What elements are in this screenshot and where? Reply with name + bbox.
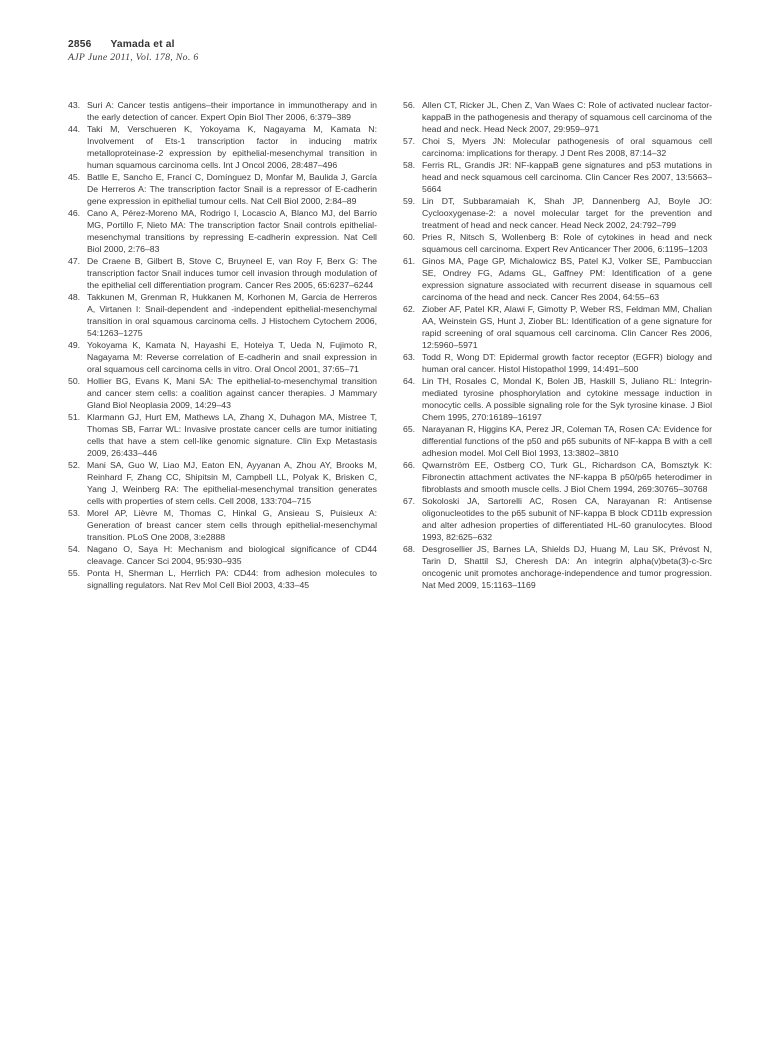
running-head: Yamada et al <box>110 39 175 50</box>
reference-text: Takkunen M, Grenman R, Hukkanen M, Korhonen M, Garcia de Herreros A, Virtanen I: Snail-dependent and -independent epithelial-mesenchymal transition in oral squamous carcinoma cells. J Histochem Cytochem 2006, 54:1263–1275 <box>87 292 377 338</box>
page-header <box>68 39 199 63</box>
reference-item <box>68 543 377 567</box>
reference-item <box>403 195 712 231</box>
reference-number: 51. <box>68 412 81 422</box>
reference-text: Ginos MA, Page GP, Michalowicz BS, Patel KJ, Volker SE, Pambuccian SE, Ondrey FG, Adams GL, Gaffney PM: Identification of a gene expression signature associated with recurrent disease in squamous cell carcinoma of the head and neck. Cancer Res 2004, 64:55–63 <box>422 256 712 302</box>
reference-item <box>68 99 377 123</box>
reference-text: Qwarnström EE, Ostberg CO, Turk GL, Richardson CA, Bomsztyk K: Fibronectin attachment activates the NF-kappa B p50/p65 heterodimer in fibroblasts and smooth muscle cells. J Biol Chem 1994, 269:30765–30768 <box>422 460 712 494</box>
reference-text: Cano A, Pérez-Moreno MA, Rodrigo I, Locascio A, Blanco MJ, del Barrio MG, Portillo F, Nieto MA: The transcription factor Snail controls epithelial-mesenchymal transitions by repressing E-cadherin expression. Nat Cell Biol 2000, 2:76–83 <box>87 208 377 254</box>
reference-number: 61. <box>403 256 416 266</box>
reference-number: 44. <box>68 124 81 134</box>
reference-number: 46. <box>68 208 81 218</box>
reference-item <box>68 123 377 171</box>
reference-item <box>403 459 712 495</box>
reference-item <box>403 423 712 459</box>
reference-text: Ferris RL, Grandis JR: NF-kappaB gene signatures and p53 mutations in head and neck squamous cell carcinoma. Clin Cancer Res 2007, 13:5663–5664 <box>422 160 712 194</box>
reference-item <box>68 507 377 543</box>
page-number: 2856 <box>68 39 92 50</box>
reference-text: Morel AP, Lièvre M, Thomas C, Hinkal G, Ansieau S, Puisieux A: Generation of breast cancer stem cells through epithelial-mesenchymal transition. PLoS One 2008, 3:e2888 <box>87 508 377 542</box>
reference-text: Ponta H, Sherman L, Herrlich PA: CD44: from adhesion molecules to signalling regulators. Nat Rev Mol Cell Biol 2003, 4:33–45 <box>87 568 377 590</box>
references-column-left <box>68 99 377 591</box>
reference-text: Yokoyama K, Kamata N, Hayashi E, Hoteiya T, Ueda N, Fujimoto R, Nagayama M: Reverse correlation of E-cadherin and snail expression in oral squamous cell carcinoma cells in vitro. Oral Oncol 2001, 37:65–71 <box>87 340 377 374</box>
reference-number: 45. <box>68 172 81 182</box>
reference-number: 53. <box>68 508 81 518</box>
reference-item <box>403 255 712 303</box>
reference-text: Batlle E, Sancho E, Francí C, Domínguez D, Monfar M, Baulida J, García De Herreros A: The transcription factor Snail is a repressor of E-cadherin gene expression in epithelial tumour cells. Nat Cell Biol 2000, 2:84–89 <box>87 172 377 206</box>
reference-text: Ziober AF, Patel KR, Alawi F, Gimotty P, Weber RS, Feldman MM, Chalian AA, Weinstein GS, Hunt J, Ziober BL: Identification of a gene signature for rapid screening of oral squamous cell carcinoma. Clin Cancer Res 2006, 12:5960–5971 <box>422 304 712 350</box>
references-section <box>68 99 712 591</box>
reference-text: Lin TH, Rosales C, Mondal K, Bolen JB, Haskill S, Juliano RL: Integrin-mediated tyrosine phosphorylation and cytokine message induction in monocytic cells. A possible signaling role for the Syk tyrosine kinase. J Biol Chem 1995, 270:16189–16197 <box>422 376 712 422</box>
reference-number: 56. <box>403 100 416 110</box>
reference-number: 48. <box>68 292 81 302</box>
reference-item <box>403 99 712 135</box>
reference-item <box>68 375 377 411</box>
journal-citation: AJP June 2011, Vol. 178, No. 6 <box>68 51 199 63</box>
reference-number: 58. <box>403 160 416 170</box>
reference-item <box>68 459 377 507</box>
reference-number: 47. <box>68 256 81 266</box>
reference-item <box>403 375 712 423</box>
reference-item <box>68 171 377 207</box>
reference-number: 65. <box>403 424 416 434</box>
reference-item <box>68 207 377 255</box>
reference-text: Todd R, Wong DT: Epidermal growth factor receptor (EGFR) biology and human oral cancer. Histol Histopathol 1999, 14:491–500 <box>422 352 712 374</box>
reference-number: 50. <box>68 376 81 386</box>
reference-number: 43. <box>68 100 81 110</box>
reference-text: Pries R, Nitsch S, Wollenberg B: Role of cytokines in head and neck squamous cell carcinoma. Expert Rev Anticancer Ther 2006, 6:1195–1203 <box>422 232 712 254</box>
reference-number: 63. <box>403 352 416 362</box>
reference-item <box>403 231 712 255</box>
reference-number: 49. <box>68 340 81 350</box>
reference-number: 67. <box>403 496 416 506</box>
reference-text: De Craene B, Gilbert B, Stove C, Bruyneel E, van Roy F, Berx G: The transcription factor Snail induces tumor cell invasion through modulation of the epithelial cell differentiation program. Cancer Res 2005, 65:6237–6244 <box>87 256 377 290</box>
reference-text: Suri A: Cancer testis antigens–their importance in immunotherapy and in the early detection of cancer. Expert Opin Biol Ther 2006, 6:379–389 <box>87 100 377 122</box>
running-head-line <box>68 39 199 50</box>
reference-item <box>403 543 712 591</box>
reference-item <box>68 255 377 291</box>
reference-item <box>403 159 712 195</box>
reference-number: 60. <box>403 232 416 242</box>
reference-text: Choi S, Myers JN: Molecular pathogenesis of oral squamous cell carcinoma: implications for therapy. J Dent Res 2008, 87:14–32 <box>422 136 712 158</box>
reference-number: 52. <box>68 460 81 470</box>
reference-number: 62. <box>403 304 416 314</box>
reference-number: 57. <box>403 136 416 146</box>
reference-item <box>403 135 712 159</box>
reference-text: Mani SA, Guo W, Liao MJ, Eaton EN, Ayyanan A, Zhou AY, Brooks M, Reinhard F, Zhang CC, Shipitsin M, Campbell LL, Polyak K, Brisken C, Yang J, Weinberg RA: The epithelial-mesenchymal transition generates cells with properties of stem cells. Cell 2008, 133:704–715 <box>87 460 377 506</box>
reference-number: 64. <box>403 376 416 386</box>
reference-text: Hollier BG, Evans K, Mani SA: The epithelial-to-mesenchymal transition and cancer stem cells: a coalition against cancer therapies. J Mammary Gland Biol Neoplasia 2009, 14:29–43 <box>87 376 377 410</box>
reference-text: Narayanan R, Higgins KA, Perez JR, Coleman TA, Rosen CA: Evidence for differential functions of the p50 and p65 subunits of NF-kappa B with a cell adhesion model. Mol Cell Biol 1993, 13:3802–3810 <box>422 424 712 458</box>
reference-text: Taki M, Verschueren K, Yokoyama K, Nagayama M, Kamata N: Involvement of Ets-1 transcription factor in inducing matrix metalloproteinase-2 expression by epithelial-mesenchymal transition in human squamous carcinoma cells. Int J Oncol 2006, 28:487–496 <box>87 124 377 170</box>
reference-item <box>68 411 377 459</box>
reference-text: Lin DT, Subbaramaiah K, Shah JP, Dannenberg AJ, Boyle JO: Cyclooxygenase-2: a novel molecular target for the prevention and treatment of head and neck cancer. Head Neck 2002, 24:792–799 <box>422 196 712 230</box>
reference-item <box>403 495 712 543</box>
reference-item <box>68 567 377 591</box>
reference-text: Klarmann GJ, Hurt EM, Mathews LA, Zhang X, Duhagon MA, Mistree T, Thomas SB, Farrar WL: Invasive prostate cancer cells are tumor initiating cells that have a stem cell-like genomic signature. Clin Exp Metastasis 2009, 26:433–446 <box>87 412 377 458</box>
reference-text: Nagano O, Saya H: Mechanism and biological significance of CD44 cleavage. Cancer Sci 2004, 95:930–935 <box>87 544 377 566</box>
reference-text: Allen CT, Ricker JL, Chen Z, Van Waes C: Role of activated nuclear factor-kappaB in the pathogenesis and therapy of squamous cell carcinoma of the head and neck. Head Neck 2007, 29:959–971 <box>422 100 712 134</box>
reference-text: Sokoloski JA, Sartorelli AC, Rosen CA, Narayanan R: Antisense oligonucleotides to the p65 subunit of NF-kappa B block CD11b expression and alter adhesion properties of differentiated HL-60 granulocytes. Blood 1993, 82:625–632 <box>422 496 712 542</box>
reference-number: 55. <box>68 568 81 578</box>
reference-number: 68. <box>403 544 416 554</box>
reference-number: 54. <box>68 544 81 554</box>
reference-item <box>68 291 377 339</box>
references-column-right <box>403 99 712 591</box>
reference-item <box>403 303 712 351</box>
reference-text: Desgrosellier JS, Barnes LA, Shields DJ, Huang M, Lau SK, Prévost N, Tarin D, Shattil SJ, Cheresh DA: An integrin alpha(v)beta(3)-c-Src oncogenic unit promotes anchorage-independence and tumor progression. Nat Med 2009, 15:1163–1169 <box>422 544 712 590</box>
reference-item <box>403 351 712 375</box>
reference-number: 59. <box>403 196 416 206</box>
reference-item <box>68 339 377 375</box>
reference-number: 66. <box>403 460 416 470</box>
